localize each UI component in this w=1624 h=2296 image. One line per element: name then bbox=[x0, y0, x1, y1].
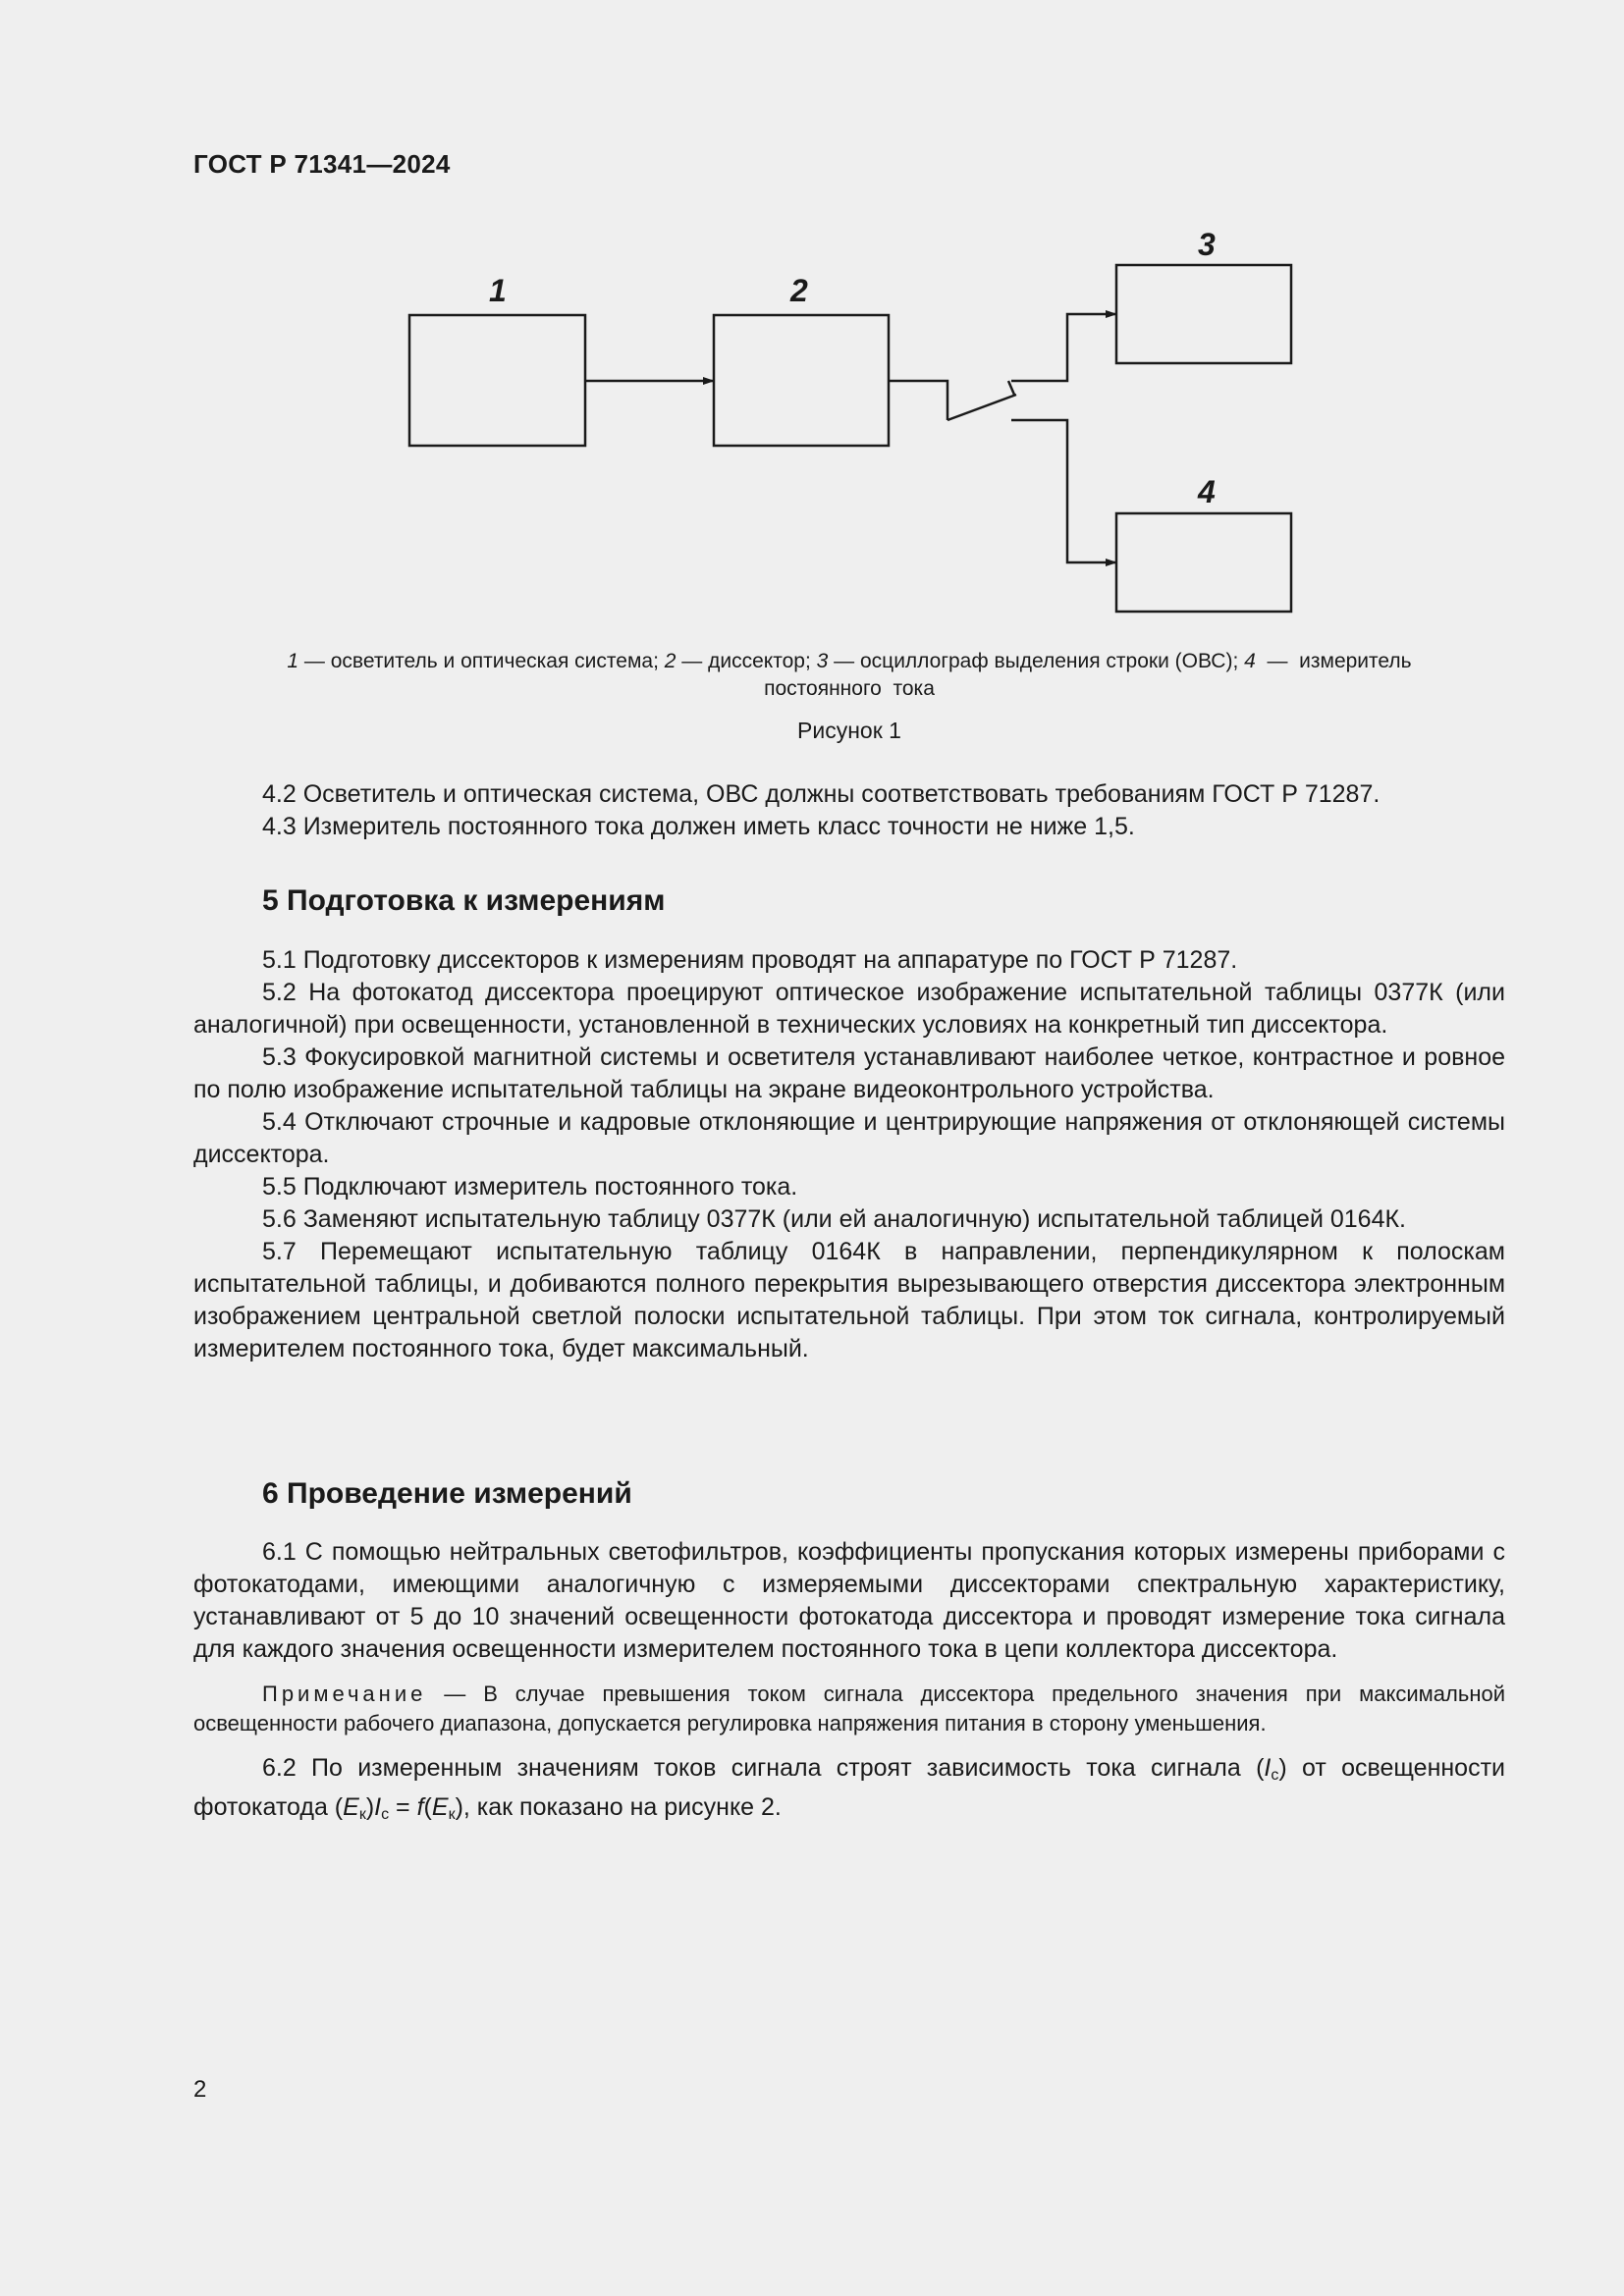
subscript-c: с bbox=[1271, 1767, 1279, 1784]
block-illuminator bbox=[409, 315, 585, 446]
label-block-1: 1 bbox=[489, 273, 507, 308]
figure-legend bbox=[193, 648, 1505, 703]
section-6 bbox=[193, 1477, 1505, 1510]
figure-title: Рисунок 1 bbox=[797, 718, 901, 743]
legend-num-1: 1 bbox=[287, 650, 299, 672]
note bbox=[193, 1680, 1505, 1738]
symbol-f: f bbox=[416, 1793, 424, 1821]
legend-num-4: 4 bbox=[1244, 650, 1256, 672]
symbol-E: E bbox=[343, 1793, 359, 1821]
document-code: ГОСТ Р 71341—2024 bbox=[193, 149, 451, 179]
clause-5-4: 5.4 Отключают строчные и кадровые отклоняющие и центрирующие напряжения от отклоняющей системы диссектора. bbox=[193, 1108, 1505, 1168]
clause-5-5: 5.5 Подключают измеритель постоянного тока. bbox=[262, 1173, 798, 1201]
block-dissector bbox=[714, 315, 889, 446]
subscript-k: к bbox=[448, 1806, 456, 1823]
connector-switch-3 bbox=[1011, 314, 1116, 381]
note-label: Примечание bbox=[262, 1682, 427, 1706]
section-5-clauses bbox=[193, 944, 1505, 1365]
page-number: 2 bbox=[193, 2076, 207, 2103]
clause-5-7: 5.7 Перемещают испытательную таблицу 0164К в направлении, перпендикулярном к полоскам испытательной таблицы, и добиваются полного перекрытия вырезывающего отверстия диссектора электронным изображением центральной светлой полоски испытательной таблицы. При этом ток сигнала, контролируемый измерителем постоянного тока, будет максимальный. bbox=[193, 1238, 1505, 1362]
symbol-E: E bbox=[431, 1793, 449, 1821]
clause-4-2: 4.2 Осветитель и оптическая система, ОВС должны соответствовать требованиям ГОСТ Р 71287. bbox=[262, 780, 1380, 808]
symbol-I: I bbox=[374, 1793, 382, 1821]
legend-text-4: — измеритель bbox=[1255, 650, 1412, 672]
clause-5-2: 5.2 На фотокатод диссектора проецируют оптическое изображение испытательной таблицы 0377К (или аналогичной) при освещенности, установленной в технических условиях на конкретный тип диссектора. bbox=[193, 979, 1505, 1039]
label-block-4: 4 bbox=[1198, 474, 1216, 509]
clause-5-3: 5.3 Фокусировкой магнитной системы и осветителя устанавливают наиболее четкое, контрастное и ровное по полю изображение испытательной таблицы на экране видеоконтрольного устройства. bbox=[193, 1043, 1505, 1103]
label-block-2: 2 bbox=[790, 273, 808, 308]
switch-blade bbox=[947, 395, 1016, 420]
legend-num-3: 3 bbox=[816, 650, 829, 672]
block-oscillograph bbox=[1116, 265, 1291, 363]
connector-2-switch bbox=[889, 381, 947, 420]
clause-5-6: 5.6 Заменяют испытательную таблицу 0377К (или ей аналогичную) испытательной таблицей 0164К. bbox=[262, 1205, 1406, 1233]
section-5-title: 5 Подготовка к измерениям bbox=[262, 884, 666, 917]
connector-switch-4 bbox=[1011, 420, 1116, 562]
switch-tick bbox=[1008, 381, 1014, 395]
clause-6-2-part: 6.2 По измеренным значениям токов сигнала строят зависимость тока сигнала ( bbox=[262, 1754, 1265, 1782]
section-6-clauses bbox=[193, 1536, 1505, 1831]
clause-6-2-part: ) от освещенности фотокатода ( bbox=[193, 1754, 1506, 1821]
section-4-clauses bbox=[193, 778, 1505, 843]
block-dc-meter bbox=[1116, 513, 1291, 612]
subscript-k: к bbox=[358, 1806, 366, 1823]
figure-legend-line2: постоянного тока bbox=[764, 677, 935, 700]
clause-6-1: 6.1 С помощью нейтральных светофильтров, коэффициенты пропускания которых измерены приборами с фотокатодами, имеющими аналогичную с измеряемыми диссекторами спектральную характеристику, устанавливают от 5 до 10 значений освещенности фотокатода диссектора и проводят измерение тока сигнала для каждого значения освещенности измерителем постоянного тока в цепи коллектора диссектора. bbox=[193, 1538, 1505, 1663]
legend-num-2: 2 bbox=[664, 650, 677, 672]
block-diagram bbox=[0, 0, 1624, 687]
section-6-title: 6 Проведение измерений bbox=[262, 1477, 632, 1510]
subscript-c: с bbox=[381, 1806, 390, 1823]
label-block-3: 3 bbox=[1198, 227, 1216, 262]
section-5 bbox=[193, 884, 1505, 917]
clause-6-2-part: = bbox=[389, 1793, 417, 1821]
clause-4-3: 4.3 Измеритель постоянного тока должен иметь класс точности не ниже 1,5. bbox=[262, 813, 1135, 840]
clause-5-1: 5.1 Подготовку диссекторов к измерениям проводят на аппаратуре по ГОСТ Р 71287. bbox=[262, 946, 1238, 974]
legend-text-3: — осциллограф выделения строки (ОВС); bbox=[828, 650, 1245, 672]
clause-6-2-part: ), как показано на рисунке 2. bbox=[455, 1793, 782, 1821]
clause-6-2 bbox=[193, 1752, 1505, 1831]
clause-6-2-part: ) bbox=[365, 1793, 375, 1821]
figure-legend-line1 bbox=[193, 648, 1505, 675]
symbol-I: I bbox=[1264, 1754, 1272, 1782]
clause-6-2-part: ( bbox=[423, 1793, 432, 1821]
legend-text-1: — осветитель и оптическая система; bbox=[298, 650, 665, 672]
note-text: — В случае превышения током сигнала диссектора предельного значения при максимальной освещенности рабочего диапазона, допускается регулировка напряжения питания в сторону уменьшения. bbox=[193, 1682, 1505, 1735]
legend-text-2: — диссектор; bbox=[676, 650, 817, 672]
